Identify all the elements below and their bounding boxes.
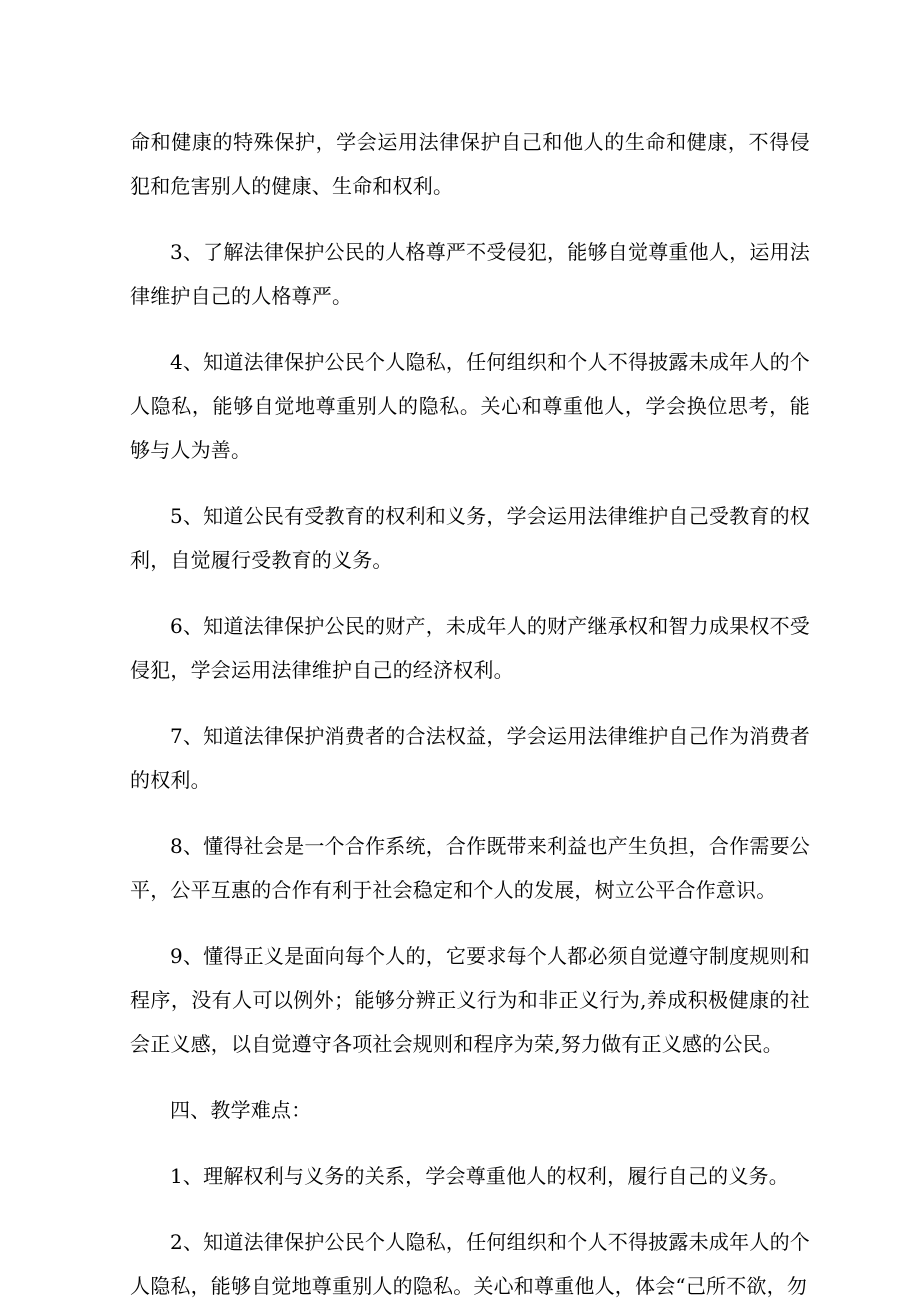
paragraph-difficulty-2: 2、知道法律保护公民个人隐私，任何组织和个人不得披露未成年人的个人隐私，能够自觉地尊重别人的隐私。关心和尊重他人，体会“己所不欲，勿 — [130, 1230, 810, 1298]
paragraph-item-7: 7、知道法律保护消费者的合法权益，学会运用法律维护自己作为消费者的权利。 — [130, 724, 810, 792]
document-body — [130, 120, 810, 1308]
paragraph-item-5: 5、知道公民有受教育的权利和义务，学会运用法律维护自己受教育的权利，自觉履行受教育的义务。 — [130, 504, 810, 572]
paragraph-item-8: 8、懂得社会是一个合作系统，合作既带来利益也产生负担，合作需要公平，公平互惠的合作有利于社会稳定和个人的发展，树立公平合作意识。 — [130, 834, 810, 902]
paragraph-item-3: 3、了解法律保护公民的人格尊严不受侵犯，能够自觉尊重他人，运用法律维护自己的人格尊严。 — [130, 240, 810, 308]
paragraph-continuation: 命和健康的特殊保护，学会运用法律保护自己和他人的生命和健康，不得侵犯和危害别人的健康、生命和权利。 — [130, 130, 810, 198]
paragraph-item-9: 9、懂得正义是面向每个人的，它要求每个人都必须自觉遵守制度规则和程序，没有人可以例外；能够分辨正义行为和非正义行为,养成积极健康的社会正义感，以自觉遵守各项社会规则和程序为荣,努力做有正义感的公民。 — [130, 944, 810, 1056]
paragraph-difficulty-1: 1、理解权利与义务的关系，学会尊重他人的权利，履行自己的义务。 — [170, 1164, 789, 1188]
section-heading-teaching-difficulties: 四、教学难点： — [170, 1098, 312, 1122]
paragraph-item-6: 6、知道法律保护公民的财产，未成年人的财产继承权和智力成果权不受侵犯，学会运用法律维护自己的经济权利。 — [130, 614, 810, 682]
paragraph-item-4: 4、知道法律保护公民个人隐私，任何组织和个人不得披露未成年人的个人隐私，能够自觉地尊重别人的隐私。关心和尊重他人，学会换位思考，能够与人为善。 — [130, 350, 810, 462]
